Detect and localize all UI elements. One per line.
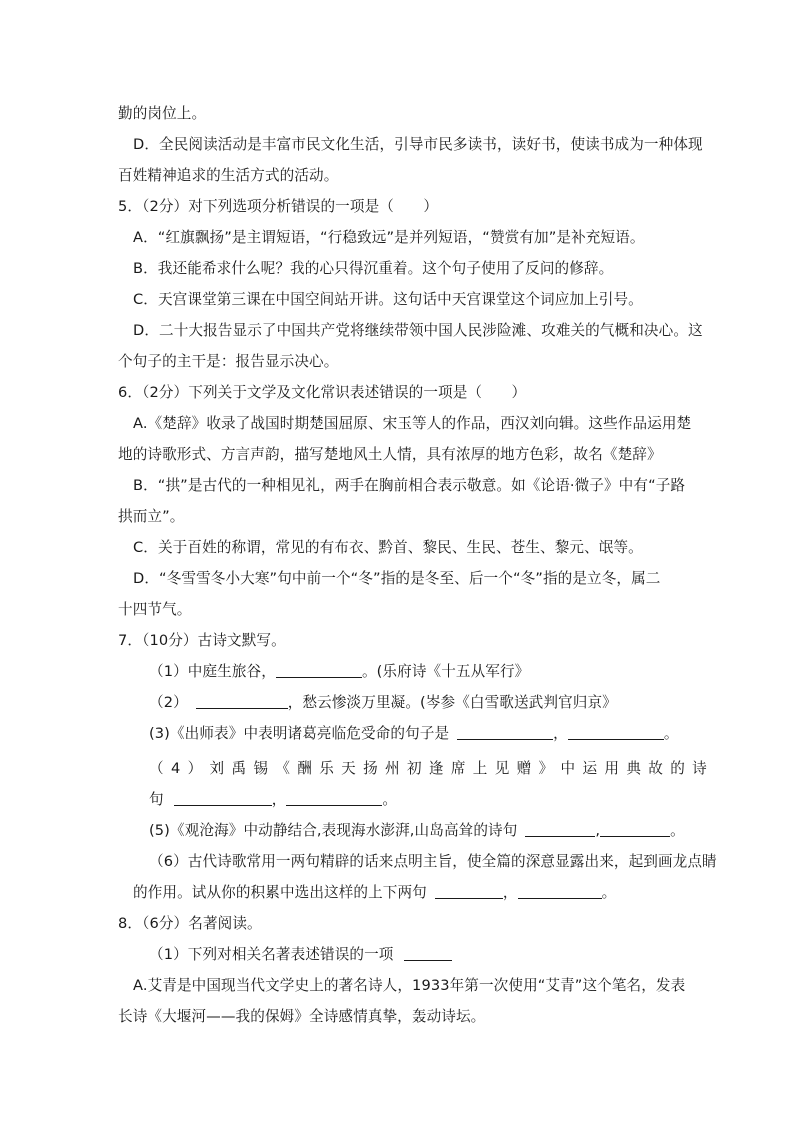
text-line: 百姓精神追求的生活方式的活动。 (118, 167, 339, 184)
prompt-text: (3)《出师表》中表明诸葛亮临危受命的句子是 (149, 725, 450, 742)
answer-blank[interactable] (568, 725, 664, 740)
glyph: 4 (170, 760, 181, 777)
text-line: 长诗《大堰河——我的保姆》全诗感情真挚，轰动诗坛。 (118, 1008, 486, 1025)
question-5-heading: 5．（2分）对下列选项分析错误的一项是（ ） (118, 198, 439, 215)
prompt-text: （2） (149, 694, 188, 711)
text-line: 地的诗歌形式、方言声韵，描写楚地风土人情，具有浓厚的地方色彩，故名《楚辞》 (118, 446, 662, 463)
answer-blank[interactable] (196, 694, 288, 709)
dictation-item-5 (149, 821, 685, 841)
glyph: 运 (582, 760, 598, 777)
answer-blank[interactable] (525, 822, 595, 837)
answer-blank[interactable] (457, 725, 553, 740)
separator: 。 (670, 822, 685, 839)
answer-blank[interactable] (174, 791, 272, 806)
prompt-text: 。(乐府诗《十五从军行》 (361, 663, 530, 680)
question-6-heading: 6．（2分）下列关于文学及文化常识表述错误的一项是（ ） (118, 384, 527, 401)
glyph: 的 (670, 760, 685, 777)
dictation-item-4-cont (149, 790, 397, 810)
glyph: 席 (450, 760, 466, 777)
text-line: 十四节气。 (118, 601, 192, 618)
answer-blank[interactable] (276, 663, 362, 678)
glyph: 诗 (692, 760, 707, 777)
option-b-line: B．我还能希求什么呢？我的心只得沉重着。这个句子使用了反问的修辞。 (133, 260, 614, 277)
answer-blank[interactable] (286, 791, 382, 806)
text-line: 勤的岗位上。 (118, 105, 207, 122)
dictation-item-6: （6）古代诗歌常用一两句精辟的话来点明主旨，使全篇的深意显露出来，起到画龙点睛 (149, 853, 717, 870)
separator: 。 (382, 791, 398, 808)
glyph: （ (149, 760, 164, 777)
separator: ， (271, 791, 287, 808)
prompt-text: （1）下列对相关名著表述错误的一项 (149, 946, 394, 963)
glyph: 见 (494, 760, 510, 777)
question-7-heading: 7．（10分）古诗文默写。 (118, 632, 286, 649)
option-b-line: B．“拱”是古代的一种相见礼，两手在胸前相合表示敬意。如《论语·微子》中有“子路 (133, 477, 686, 494)
text-line: 个句子的主干是：报告显示决心。 (118, 353, 339, 370)
text-line: 拱而立”。 (118, 508, 185, 525)
glyph: 逢 (428, 760, 444, 777)
glyph: 赠 (516, 760, 532, 777)
dictation-item-6-cont (133, 883, 616, 903)
prompt-text: （1）中庭生旅谷， (149, 663, 276, 680)
dictation-item-4 (149, 759, 707, 779)
prompt-text: (5)《观沧海》中动静结合,表现海水澎湃,山岛高耸的诗句 (149, 822, 518, 839)
answer-blank[interactable] (435, 884, 503, 899)
question-8-heading: 8．（6分）名著阅读。 (118, 915, 262, 932)
option-a-line: A.艾青是中国现当代文学史上的著名诗人，1933年第一次使用“艾青”这个笔名，发表 (133, 977, 686, 994)
glyph: 乐 (319, 760, 334, 777)
glyph: 州 (385, 760, 400, 777)
sub-question-1 (149, 945, 452, 965)
glyph: 《 (275, 760, 291, 777)
option-a-line: A．“红旗飘扬”是主谓短语，“行稳致远”是并列短语，“赞赏有加”是补充短语。 (133, 229, 645, 246)
answer-blank[interactable] (404, 946, 452, 961)
glyph: 扬 (363, 760, 378, 777)
glyph: ） (187, 760, 203, 777)
prompt-text: 的作用。试从你的积累中选出这样的上下两句 (133, 884, 427, 901)
glyph: 上 (472, 760, 488, 777)
separator: 。 (663, 725, 679, 742)
answer-blank[interactable] (518, 884, 602, 899)
glyph: 典 (626, 760, 642, 777)
option-a-line: A.《楚辞》收录了战国时期楚国屈原、宋玉等人的作品，西汉刘向辑。这些作品运用楚 (133, 415, 692, 432)
glyph: 刘 (209, 760, 225, 777)
glyph: 故 (648, 760, 663, 777)
option-c-line: C．天宫课堂第三课在中国空间站开讲。这句话中天宫课堂这个词应加上引号。 (133, 291, 643, 308)
glyph: 中 (560, 760, 576, 777)
option-d-line: D．“冬雪雪冬小大寒”句中前一个“冬”指的是冬至、后一个“冬”指的是立冬，属二 (133, 570, 661, 587)
prompt-text: ，愁云惨淡万里凝。(岑参《白雪歌送武判官归京》 (287, 694, 617, 711)
prompt-text: 句 (149, 791, 164, 808)
separator: 。 (601, 884, 617, 901)
separator: ， (553, 725, 568, 742)
glyph: 天 (341, 760, 356, 777)
option-c-line: C．关于百姓的称谓，常见的有布衣、黔首、黎民、生民、苍生、黎元、氓等。 (133, 539, 643, 556)
glyph: 初 (406, 760, 422, 777)
separator: ， (502, 884, 518, 901)
dictation-item-1 (149, 662, 529, 682)
dictation-item-2 (149, 693, 617, 713)
dictation-item-3 (149, 724, 679, 744)
option-d-line: D．全民阅读活动是丰富市民文化生活，引导市民多读书，读好书，使读书成为一种体现 (133, 136, 703, 153)
glyph: 锡 (253, 760, 269, 777)
option-d-line: D．二十大报告显示了中国共产党将继续带领中国人民涉险滩、攻难关的气概和决心。这 (133, 322, 703, 339)
glyph: 酬 (297, 760, 312, 777)
glyph: 用 (604, 760, 620, 777)
answer-blank[interactable] (600, 822, 670, 837)
glyph: 》 (538, 760, 554, 777)
separator: , (595, 822, 601, 839)
glyph: 禹 (231, 760, 247, 777)
